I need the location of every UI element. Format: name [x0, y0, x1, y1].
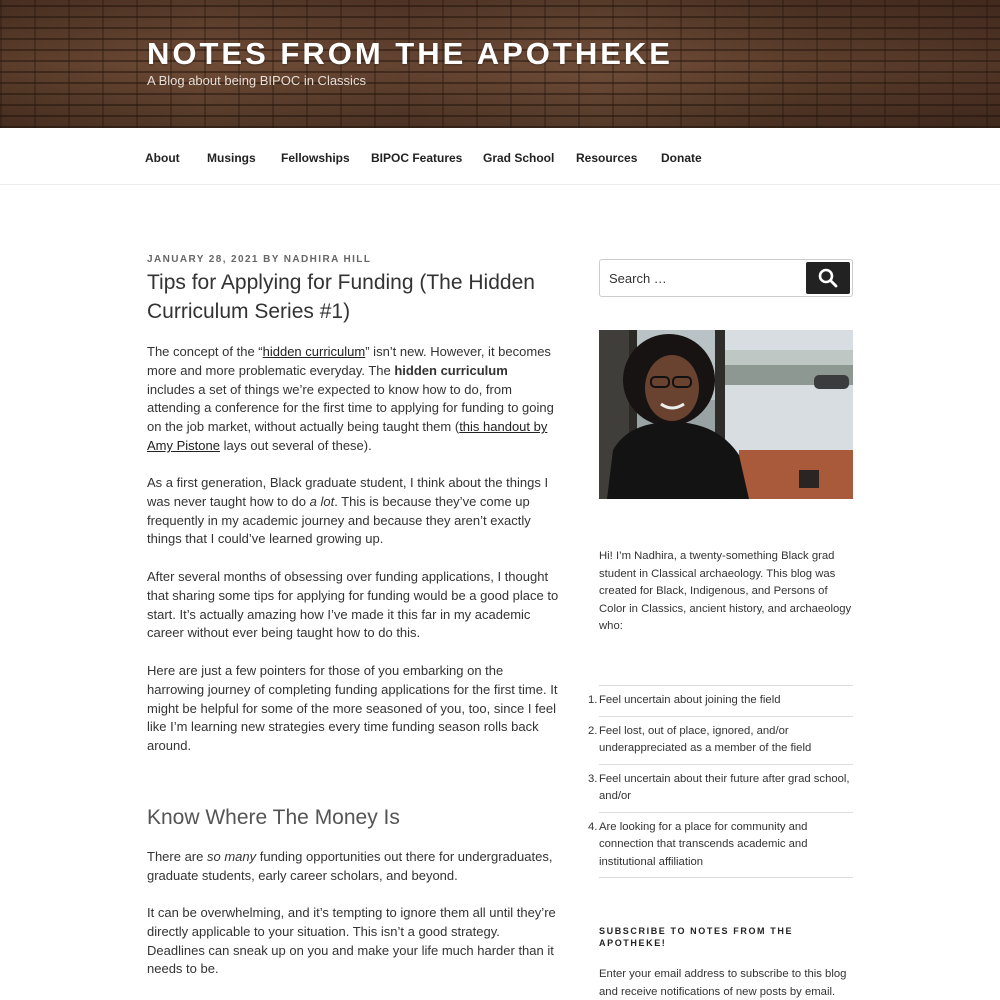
- about-list: [588, 685, 853, 878]
- nav-item-bipoc-features[interactable]: BIPOC Features: [371, 151, 463, 165]
- subscribe-text: Enter your email address to subscribe to this blog and receive notifications of new posts by email.: [599, 968, 847, 998]
- p1-text-4: lays out several of these).: [219, 437, 372, 453]
- list-item: [588, 764, 853, 812]
- p2-em: a lot: [309, 493, 335, 509]
- paragraph-1: [147, 343, 559, 456]
- nav-item-about[interactable]: About: [145, 151, 180, 165]
- nav-item-donate[interactable]: Donate: [661, 151, 702, 165]
- site-description: A Blog about being BIPOC in Classics: [147, 73, 366, 88]
- list-number: 1.: [588, 694, 598, 706]
- subscribe-title: SUBSCRIBE TO NOTES FROM THE APOTHEKE!: [599, 926, 794, 948]
- nav-item-grad-school[interactable]: Grad School: [483, 151, 555, 165]
- p2-text-2: . This is because they’ve come up frequently in my academic journey and because they aren’t exactly things that I could’ve learned growing up.: [147, 493, 531, 547]
- search-button[interactable]: [806, 262, 850, 294]
- nav-item-resources[interactable]: Resources: [576, 151, 638, 165]
- post-date[interactable]: JANUARY 28, 2021: [147, 254, 259, 265]
- author-photo-image: [599, 330, 853, 499]
- list-number: 3.: [588, 772, 598, 785]
- list-text: Feel lost, out of place, ignored, and/or underappreciated as a member of the field: [599, 724, 812, 754]
- list-text: Feel uncertain about joining the field: [599, 694, 781, 706]
- paragraph-3: After several months of obsessing over funding applications, I thought that sharing some tips for applying for funding would be a good place to start. It’s actually amazing how I’ve made it this far in my academic career without ever being taught how to do this.: [147, 569, 559, 641]
- p1-text-1: The concept of the “: [147, 344, 263, 359]
- about-text: Hi! I’m Nadhira, a twenty-something Black grad student in Classical archaeology. This blog was created for Black, Indigenous, and Persons of Color in Classics, ancient history, and archaeology who:: [599, 550, 852, 632]
- list-item: [588, 685, 853, 716]
- p5-text-1: There are: [147, 849, 207, 864]
- list-text: Are looking for a place for community and connection that transcends academic and institutional affiliation: [599, 820, 808, 868]
- post-meta: [147, 254, 371, 265]
- post-title: Tips for Applying for Funding (The Hidden Curriculum Series #1): [147, 271, 535, 323]
- search-form: [599, 259, 853, 297]
- p5-em: so many: [206, 849, 257, 864]
- author-photo: [599, 330, 853, 499]
- list-number: 4.: [588, 820, 598, 833]
- list-number: 2.: [588, 724, 598, 737]
- post-author[interactable]: NADHIRA HILL: [283, 254, 372, 265]
- search-icon: [818, 268, 838, 288]
- paragraph-2: [147, 474, 559, 549]
- list-item: [588, 812, 853, 879]
- nav-item-fellowships[interactable]: Fellowships: [281, 151, 350, 165]
- handout-link[interactable]: this handout by Amy Pistone: [147, 419, 548, 453]
- section-heading: Know Where The Money Is: [147, 806, 400, 829]
- list-item: [588, 716, 853, 764]
- p1-bold: hidden curriculum: [394, 362, 508, 378]
- p1-text-3: includes a set of things we’re expected to know how to do, from attending a conference for the first time to applying for funding to going on the job market, without actually being taught them (: [147, 381, 554, 435]
- site-title[interactable]: NOTES FROM THE APOTHEKE: [147, 36, 673, 71]
- hidden-curriculum-link[interactable]: hidden curriculum: [262, 344, 366, 359]
- list-text: Feel uncertain about their future after grad school, and/or: [599, 772, 850, 802]
- p2-text-1: As a first generation, Black graduate student, I think about the things I was never taught how to do: [147, 475, 549, 509]
- main-navigation: [0, 128, 1000, 185]
- nav-item-musings[interactable]: Musings: [207, 151, 256, 165]
- paragraph-4: Here are just a few pointers for those of you embarking on the harrowing journey of completing funding applications for the first time. It might be helpful for some of the more seasoned of you, too, since I feel like I’m learning new strategies every time funding season rolls back around.: [147, 663, 558, 754]
- search-input[interactable]: [600, 260, 806, 296]
- paragraph-6: It can be overwhelming, and it’s tempting to ignore them all until they’re directly applicable to your situation. This isn’t a good strategy. Deadlines can sneak up on you and make your life much harder than it needs to be.: [147, 905, 556, 977]
- p5-text-2: funding opportunities out there for undergraduates, graduate students, early career scholars, and beyond.: [147, 849, 553, 883]
- paragraph-5: [147, 848, 559, 886]
- post-by: BY: [263, 254, 280, 265]
- p1-text-2: ” isn’t new. However, it becomes more and more problematic everyday. The: [147, 344, 551, 378]
- site-header: [0, 0, 1000, 128]
